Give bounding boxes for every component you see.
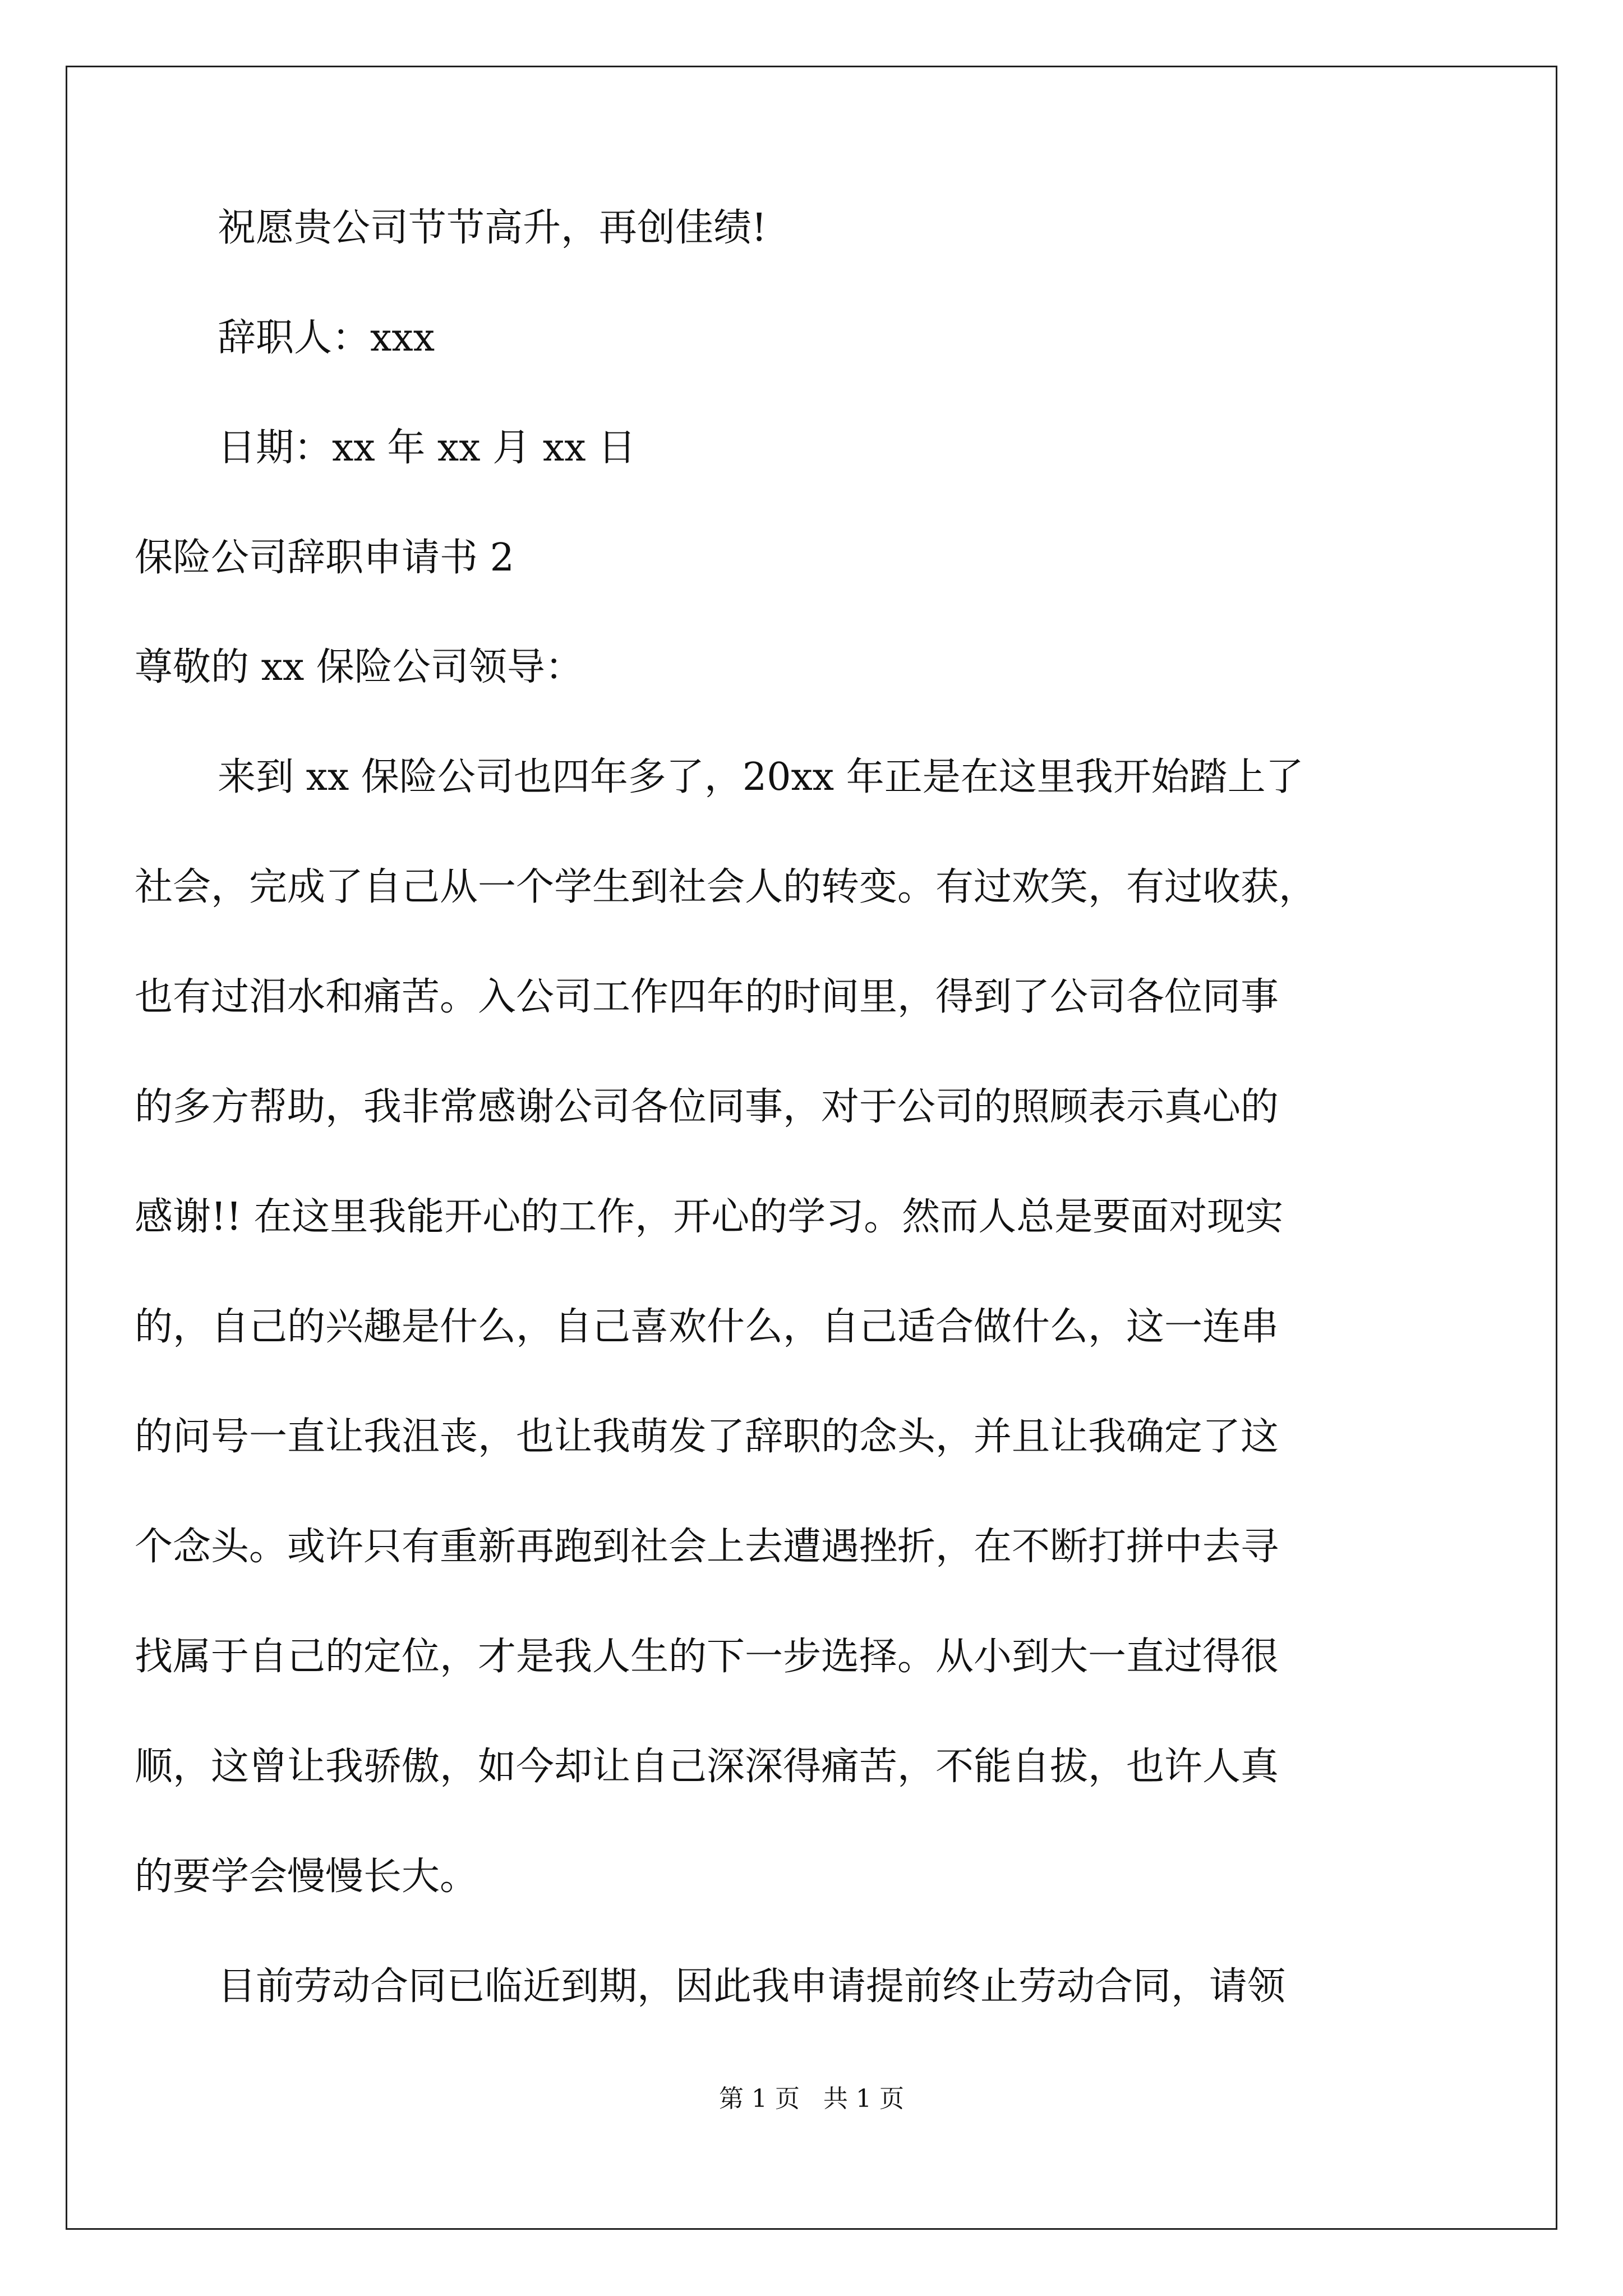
paragraph-line: 也有过泪水和痛苦。入公司工作四年的时间里，得到了公司各位同事 xyxy=(135,975,1279,1019)
salutation: 尊敬的 xx 保险公司领导： xyxy=(135,645,583,689)
page-footer: 第 1 页 共 1 页 xyxy=(719,2085,904,2113)
paragraph-line: 来到 xx 保险公司也四年多了，20xx 年正是在这里我开始踏上了 xyxy=(218,755,1304,799)
paragraph-line: 感谢!! 在这里我能开心的工作，开心的学习。然而人总是要面对现实 xyxy=(135,1195,1284,1239)
section-title: 保险公司辞职申请书 2 xyxy=(135,536,514,580)
paragraph-line: 的要学会慢慢长大。 xyxy=(135,1855,478,1899)
paragraph-line: 的问号一直让我沮丧，也让我萌发了辞职的念头，并且让我确定了这 xyxy=(135,1415,1279,1459)
paragraph-line: 社会，完成了自己从一个学生到社会人的转变。有过欢笑，有过收获， xyxy=(135,865,1317,909)
page-frame xyxy=(66,66,1557,2230)
paragraph-line: 的，自己的兴趣是什么，自己喜欢什么，自己适合做什么，这一连串 xyxy=(135,1305,1279,1349)
date-line: 日期：xx 年 xx 月 xx 日 xyxy=(218,426,637,470)
closing-wish: 祝愿贵公司节节高升，再创佳绩! xyxy=(218,206,767,250)
paragraph-line: 找属于自己的定位，才是我人生的下一步选择。从小到大一直过得很 xyxy=(135,1635,1279,1679)
paragraph-line: 个念头。或许只有重新再跑到社会上去遭遇挫折，在不断打拼中去寻 xyxy=(135,1525,1279,1569)
resignee-line: 辞职人：xxx xyxy=(218,316,435,360)
paragraph-line: 的多方帮助，我非常感谢公司各位同事，对于公司的照顾表示真心的 xyxy=(135,1085,1279,1129)
paragraph-line: 目前劳动合同已临近到期，因此我申请提前终止劳动合同，请领 xyxy=(218,1964,1286,2009)
paragraph-line: 顺，这曾让我骄傲，如今却让自己深深得痛苦，不能自拔，也许人真 xyxy=(135,1745,1279,1789)
